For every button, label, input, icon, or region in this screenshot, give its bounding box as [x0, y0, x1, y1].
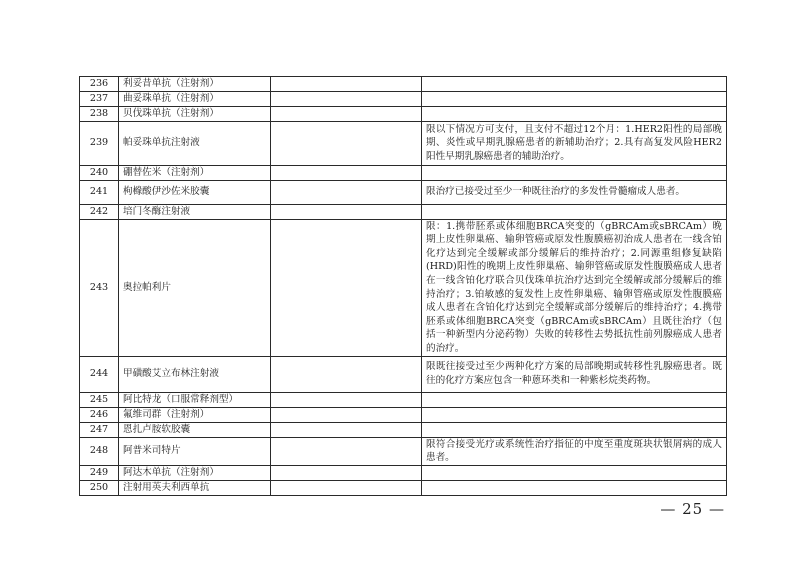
- row-number: 236: [80, 77, 119, 92]
- remark: 限以下情况方可支付，且支付不超过12个月：1.HER2阳性的局部晚期、炎性或早期乳腺癌患者的新辅助治疗；2.具有高复发风险HER2阳性早期乳腺癌患者的辅助治疗。: [422, 121, 727, 165]
- dosage-form: [271, 422, 422, 437]
- dosage-form: [271, 219, 422, 356]
- table-row: [80, 219, 727, 356]
- drug-name: 恩扎卢胺软胶囊: [119, 422, 271, 437]
- row-number: 242: [80, 204, 119, 219]
- row-number: 239: [80, 121, 119, 165]
- row-number: 241: [80, 180, 119, 204]
- remark: [422, 106, 727, 121]
- dosage-form: [271, 165, 422, 180]
- dosage-form: [271, 356, 422, 392]
- remark: [422, 204, 727, 219]
- table-row: [80, 165, 727, 180]
- remark: [422, 165, 727, 180]
- table-row: [80, 465, 727, 480]
- row-number: 247: [80, 422, 119, 437]
- remark: 限符合接受光疗或系统性治疗指征的中度至重度斑块状银屑病的成人患者。: [422, 437, 727, 465]
- remark: [422, 392, 727, 407]
- remark: [422, 422, 727, 437]
- dosage-form: [271, 465, 422, 480]
- row-number: 248: [80, 437, 119, 465]
- table-row: [80, 204, 727, 219]
- row-number: 249: [80, 465, 119, 480]
- remark: 限：1.携带胚系或体细胞BRCA突变的（gBRCAm或sBRCAm）晚期上皮性卵巢癌、输卵管癌或原发性腹膜癌初治成人患者在一线含铂化疗达到完全缓解或部分缓解后的维持治疗；2.同源重组修复缺陷(HRD)阳性的晚期上皮性卵巢癌、输卵管癌或原发性腹膜癌成人患者在一线含铂化疗联合贝伐珠单抗治疗达到完全缓解或部分缓解后的维持治疗；3.铂敏感的复发性上皮性卵巢癌、输卵管癌或原发性腹膜癌成人患者在含铂化疗达到完全缓解或部分缓解后的维持治疗；4.携带胚系或体细胞BRCA突变（gBRCAm或sBRCAm）且既往治疗（包括一种新型内分泌药物）失败的转移性去势抵抗性前列腺癌成人患者的治疗。: [422, 219, 727, 356]
- remark: 限既往接受过至少两种化疗方案的局部晚期或转移性乳腺癌患者。既往的化疗方案应包含一种蒽环类和一种紫杉烷类药物。: [422, 356, 727, 392]
- dosage-form: [271, 204, 422, 219]
- dosage-form: [271, 121, 422, 165]
- table-row: [80, 437, 727, 465]
- dosage-form: [271, 106, 422, 121]
- remark: [422, 480, 727, 495]
- table-row: [80, 180, 727, 204]
- drug-name: 利妥昔单抗（注射剂）: [119, 77, 271, 92]
- drug-name: 帕妥珠单抗注射液: [119, 121, 271, 165]
- table-row: [80, 106, 727, 121]
- row-number: 250: [80, 480, 119, 495]
- remark: [422, 91, 727, 106]
- dosage-form: [271, 91, 422, 106]
- table-row: [80, 356, 727, 392]
- drug-name: 氟维司群（注射剂）: [119, 407, 271, 422]
- drug-table: [79, 76, 727, 496]
- drug-name: 硼替佐米（注射剂）: [119, 165, 271, 180]
- drug-name: 培门冬酶注射液: [119, 204, 271, 219]
- drug-name: 贝伐珠单抗（注射剂）: [119, 106, 271, 121]
- drug-name: 曲妥珠单抗（注射剂）: [119, 91, 271, 106]
- dosage-form: [271, 392, 422, 407]
- row-number: 240: [80, 165, 119, 180]
- drug-name: 注射用英夫利西单抗: [119, 480, 271, 495]
- drug-name: 枸橼酸伊沙佐米胶囊: [119, 180, 271, 204]
- table-row: [80, 77, 727, 92]
- dosage-form: [271, 437, 422, 465]
- dosage-form: [271, 77, 422, 92]
- row-number: 237: [80, 91, 119, 106]
- drug-name: 甲磺酸艾立布林注射液: [119, 356, 271, 392]
- dosage-form: [271, 407, 422, 422]
- drug-name: 阿达木单抗（注射剂）: [119, 465, 271, 480]
- table-row: [80, 422, 727, 437]
- drug-name: 奥拉帕利片: [119, 219, 271, 356]
- table-row: [80, 480, 727, 495]
- row-number: 238: [80, 106, 119, 121]
- remark: [422, 465, 727, 480]
- remark: [422, 77, 727, 92]
- drug-name: 阿比特龙（口服常释剂型）: [119, 392, 271, 407]
- table-row: [80, 91, 727, 106]
- row-number: 246: [80, 407, 119, 422]
- table-row: [80, 121, 727, 165]
- row-number: 244: [80, 356, 119, 392]
- remark: [422, 407, 727, 422]
- page-number: — 25 —: [660, 500, 725, 518]
- table-row: [80, 392, 727, 407]
- row-number: 245: [80, 392, 119, 407]
- drug-name: 阿普米司特片: [119, 437, 271, 465]
- dosage-form: [271, 480, 422, 495]
- table-row: [80, 407, 727, 422]
- row-number: 243: [80, 219, 119, 356]
- dosage-form: [271, 180, 422, 204]
- remark: 限治疗已接受过至少一种既往治疗的多发性骨髓瘤成人患者。: [422, 180, 727, 204]
